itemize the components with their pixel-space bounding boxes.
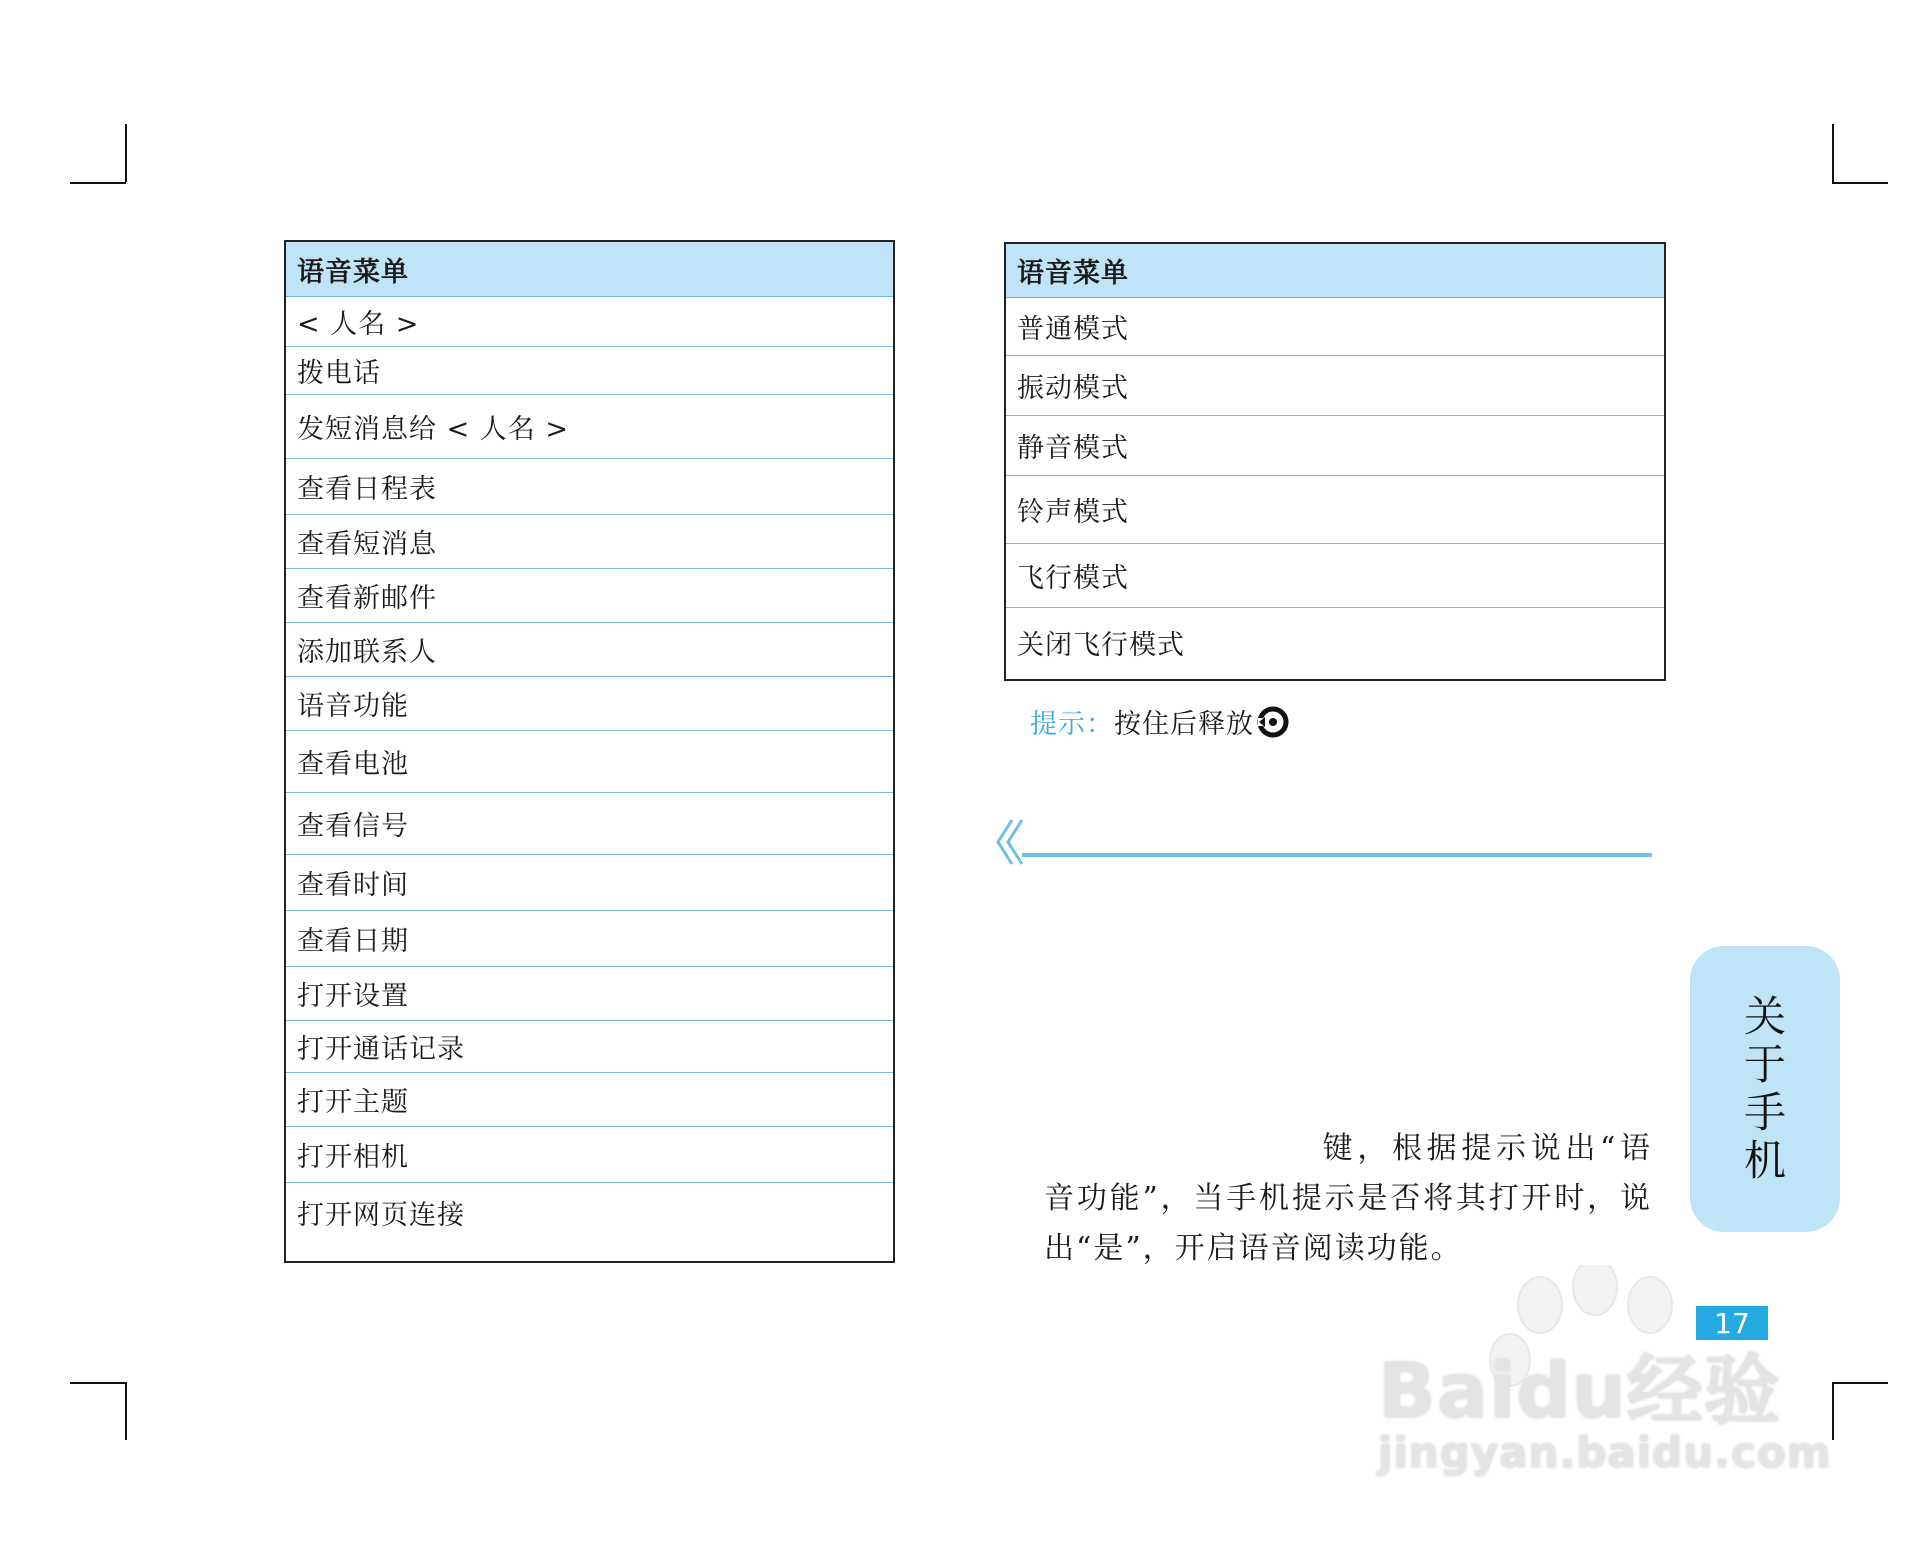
right-voice-menu-table — [1004, 242, 1666, 681]
crop-mark — [70, 1382, 126, 1384]
watermark-url: jingyan.baidu.com — [1378, 1428, 1832, 1477]
left-menu-item: 查看新邮件 — [286, 569, 893, 623]
right-menu-item: 关闭飞行模式 — [1017, 629, 1185, 661]
side-section-tab — [1690, 946, 1840, 1232]
left-menu-item: 打开相机 — [286, 1127, 893, 1183]
left-menu-item: 查看时间 — [286, 855, 893, 911]
left-menu-item: 发短消息给 < 人名 > — [286, 395, 893, 459]
left-menu-header: 语音菜单 — [286, 242, 893, 297]
left-menu-item: 拨电话 — [286, 347, 893, 395]
left-menu-item: 语音功能 — [286, 677, 893, 731]
left-menu-item: 打开通话记录 — [286, 1021, 893, 1073]
right-menu-item: 飞行模式 — [1006, 544, 1664, 608]
left-menu-item: 查看信号 — [286, 793, 893, 855]
left-menu-item: 添加联系人 — [286, 623, 893, 677]
crop-mark — [125, 124, 127, 182]
left-menu-item: 查看电池 — [286, 731, 893, 793]
crop-mark — [125, 1382, 127, 1440]
crop-mark — [70, 182, 126, 184]
tip-label: 提示： — [1030, 709, 1114, 740]
tip-text: 按住后释放 — [1114, 709, 1254, 740]
tip-line — [1030, 702, 1290, 741]
left-menu-item: 打开主题 — [286, 1073, 893, 1127]
left-menu-item: < 人名 > — [286, 297, 893, 347]
page-number: 17 — [1696, 1306, 1768, 1340]
watermark-logo: Baidu经验 — [1378, 1346, 1781, 1435]
left-menu-item: 打开网页连接 — [297, 1199, 465, 1231]
left-menu-item: 查看日程表 — [286, 459, 893, 515]
crop-mark — [1832, 1382, 1834, 1440]
side-tab-char: 手 — [1743, 1088, 1786, 1137]
left-menu-item: 查看日期 — [286, 911, 893, 967]
crop-mark — [1832, 124, 1834, 182]
crop-mark — [1832, 1382, 1888, 1384]
section-divider — [992, 812, 1652, 872]
right-menu-item: 铃声模式 — [1006, 476, 1664, 544]
double-chevron-left-icon — [998, 820, 1022, 864]
body-paragraph — [1044, 1124, 1652, 1274]
left-voice-menu-table — [284, 240, 895, 1263]
right-menu-header: 语音菜单 — [1006, 244, 1664, 298]
right-menu-item: 静音模式 — [1006, 416, 1664, 476]
body-text: 键，根据提示说出“语音功能”，当手机提示是否将其打开时，说出“是”，开启语音阅读功能。 — [1044, 1131, 1652, 1266]
side-tab-char: 于 — [1743, 1040, 1786, 1089]
side-tab-char: 关 — [1743, 992, 1786, 1041]
voice-key-icon — [1256, 705, 1290, 739]
right-menu-item: 振动模式 — [1006, 356, 1664, 416]
left-menu-item: 打开设置 — [286, 967, 893, 1021]
crop-mark — [1832, 182, 1888, 184]
left-menu-item: 查看短消息 — [286, 515, 893, 569]
side-tab-char: 机 — [1743, 1136, 1786, 1185]
right-menu-item: 普通模式 — [1006, 298, 1664, 356]
